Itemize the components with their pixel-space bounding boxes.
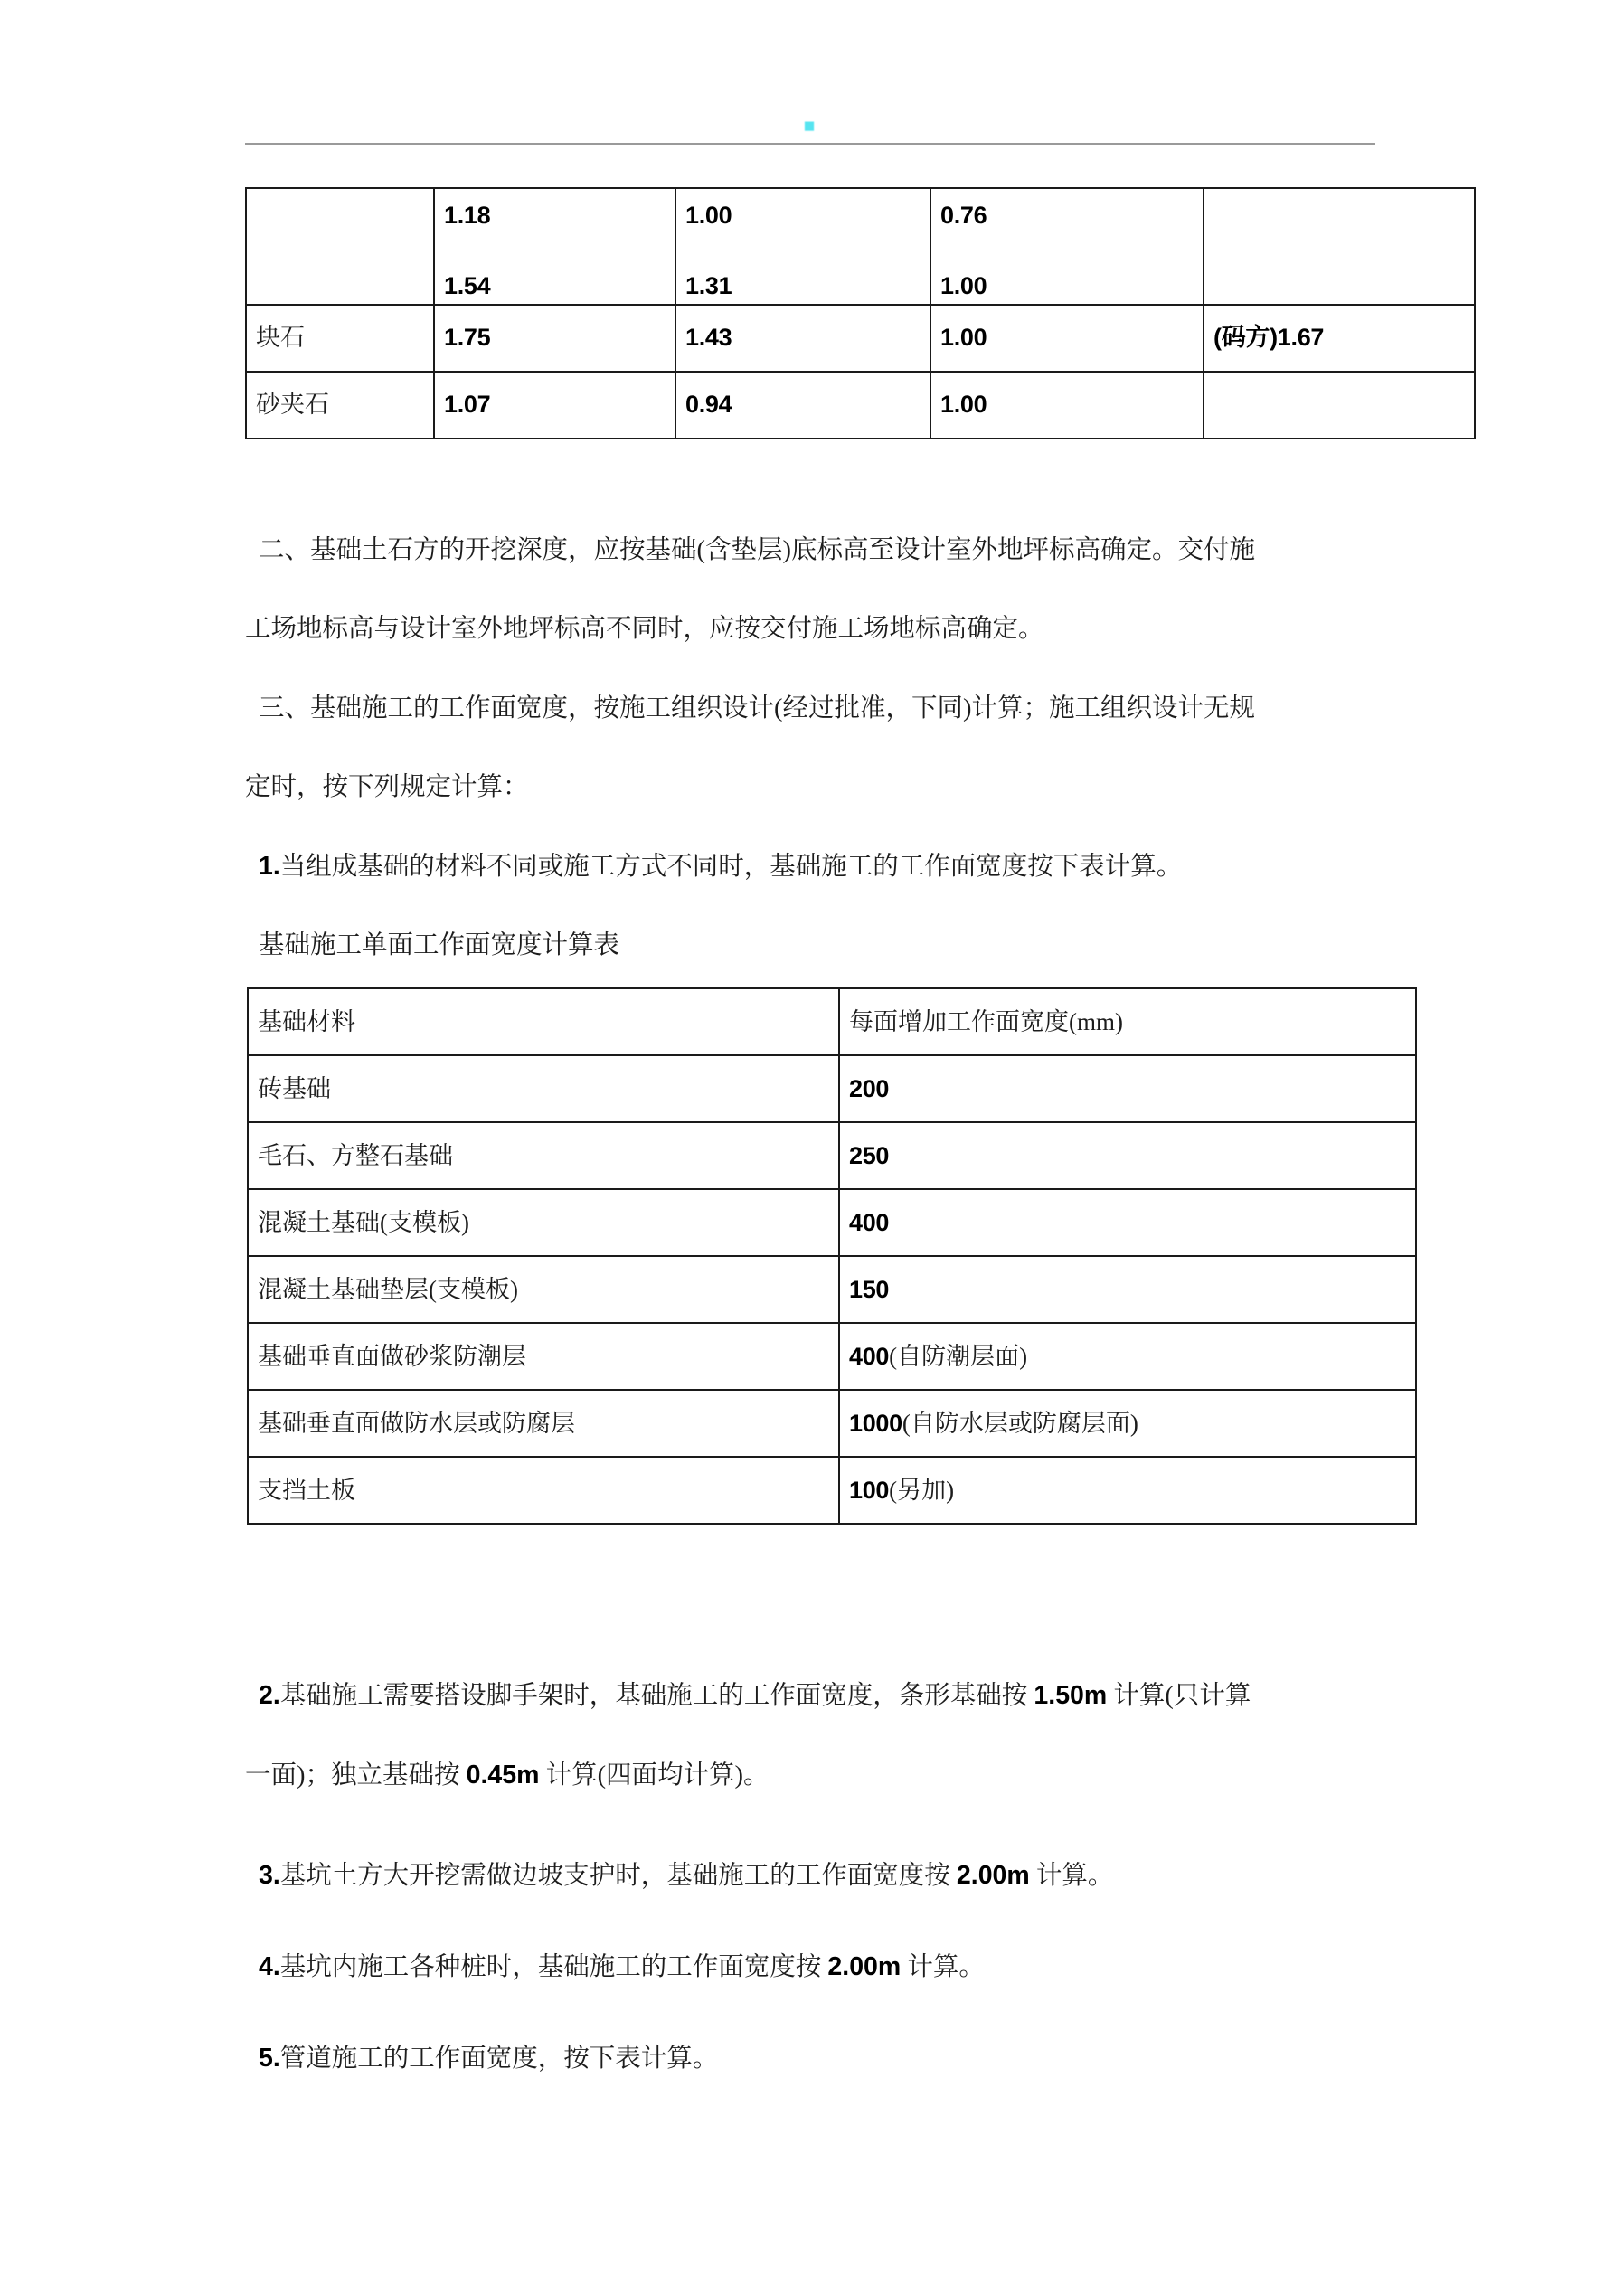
item-4-text-a: 基坑内施工各种桩时，基础施工的工作面宽度按 xyxy=(279,1953,822,1981)
table-row xyxy=(246,372,1475,439)
item-2-line2-text-a: 一面)；独立基础按 xyxy=(245,1761,460,1790)
item-4-value: 2.00m xyxy=(827,1952,902,1981)
cell-col2: 0.94 xyxy=(675,372,930,439)
table-row xyxy=(246,188,1475,305)
cell-material: 砖基础 xyxy=(248,1055,839,1122)
cell-value-number: 400 xyxy=(849,1208,890,1236)
item-3-text-b: 计算。 xyxy=(1035,1862,1114,1890)
table-row xyxy=(248,1457,1416,1524)
table-header-row xyxy=(248,988,1416,1055)
item-4-text-b: 计算。 xyxy=(907,1953,985,1981)
table-row xyxy=(248,1256,1416,1323)
header-cell-width: 每面增加工作面宽度(mm) xyxy=(839,988,1416,1055)
cell-value-note: (自防水层或防腐层面) xyxy=(902,1409,1138,1437)
cell-value xyxy=(839,1457,1416,1524)
cell-col2-line2: 1.31 xyxy=(685,272,732,300)
item-2-value-1: 1.50m xyxy=(1034,1681,1108,1710)
table-row xyxy=(248,1189,1416,1256)
cell-value-note: (自防潮层面) xyxy=(889,1342,1028,1370)
paragraph-item-1 xyxy=(259,848,1182,885)
paragraph-item-4 xyxy=(259,1949,985,1986)
cell-col3-line1: 0.76 xyxy=(940,202,987,229)
cell-col3-line2: 1.00 xyxy=(940,272,987,300)
item-2-value-2: 0.45m xyxy=(466,1761,540,1790)
cell-col1-line2: 1.54 xyxy=(444,272,491,300)
item-2-text-b: 计算(只计算 xyxy=(1113,1682,1251,1710)
cell-material: 块石 xyxy=(246,305,434,372)
paragraph-item-3 xyxy=(259,1857,1113,1894)
item-2-number: 2. xyxy=(259,1681,280,1710)
paragraph-item-2-line-2 xyxy=(245,1757,770,1794)
cell-col1 xyxy=(434,188,675,305)
cell-value-number: 250 xyxy=(849,1141,890,1169)
paragraph-3-line-1: 三、基础施工的工作面宽度，按施工组织设计(经过批准，下同)计算；施工组织设计无规 xyxy=(259,694,1255,722)
cell-value-number: 1000 xyxy=(849,1409,902,1437)
cell-col4 xyxy=(1204,372,1475,439)
cell-value xyxy=(839,1055,1416,1122)
item-2-text-a: 基础施工需要搭设脚手架时，基础施工的工作面宽度，条形基础按 xyxy=(279,1682,1028,1710)
cell-value-number: 100 xyxy=(849,1476,890,1504)
table-two-caption: 基础施工单面工作面宽度计算表 xyxy=(259,931,620,959)
cell-col1-line1: 1.18 xyxy=(444,202,491,229)
cell-col3: 1.00 xyxy=(930,305,1204,372)
table-row xyxy=(246,305,1475,372)
header-divider xyxy=(245,143,1375,145)
cell-value xyxy=(839,1390,1416,1457)
cell-col3 xyxy=(930,188,1204,305)
cell-value-note: (另加) xyxy=(889,1476,955,1504)
cell-material xyxy=(246,188,434,305)
cell-value xyxy=(839,1122,1416,1189)
item-2-line2-text-b: 计算(四面均计算)。 xyxy=(545,1761,770,1790)
cell-col4 xyxy=(1204,305,1475,372)
item-3-number: 3. xyxy=(259,1861,280,1890)
cell-col4-prefix: (码方) xyxy=(1213,324,1278,352)
cell-col4 xyxy=(1204,188,1475,305)
table-row xyxy=(248,1122,1416,1189)
cell-material: 基础垂直面做防水层或防腐层 xyxy=(248,1390,839,1457)
paragraph-item-2-line-1 xyxy=(259,1677,1251,1714)
item-5-text: 管道施工的工作面宽度，按下表计算。 xyxy=(279,2045,719,2073)
header-cell-material: 基础材料 xyxy=(248,988,839,1055)
item-1-text: 当组成基础的材料不同或施工方式不同时，基础施工的工作面宽度按下表计算。 xyxy=(279,853,1183,881)
item-5-number: 5. xyxy=(259,2044,280,2073)
cell-value xyxy=(839,1323,1416,1390)
paragraph-2-line-2: 工场地标高与设计室外地坪标高不同时，应按交付施工场地标高确定。 xyxy=(245,615,1044,643)
item-3-text-a: 基坑土方大开挖需做边坡支护时，基础施工的工作面宽度按 xyxy=(279,1862,950,1890)
paragraph-2-line-1: 二、基础土石方的开挖深度，应按基础(含垫层)底标高至设计室外地坪标高确定。交付施 xyxy=(259,536,1255,564)
cell-value xyxy=(839,1256,1416,1323)
cell-col1: 1.07 xyxy=(434,372,675,439)
cell-material: 支挡土板 xyxy=(248,1457,839,1524)
cell-material: 混凝土基础垫层(支模板) xyxy=(248,1256,839,1323)
volume-conversion-table xyxy=(245,187,1476,439)
paragraph-item-5 xyxy=(259,2040,718,2077)
cell-material: 砂夹石 xyxy=(246,372,434,439)
cell-material: 基础垂直面做砂浆防潮层 xyxy=(248,1323,839,1390)
table-row xyxy=(248,1055,1416,1122)
item-4-number: 4. xyxy=(259,1952,280,1981)
cell-col1: 1.75 xyxy=(434,305,675,372)
cell-col2: 1.43 xyxy=(675,305,930,372)
cell-value-number: 400 xyxy=(849,1342,890,1370)
item-3-value: 2.00m xyxy=(956,1861,1030,1890)
cell-material: 毛石、方整石基础 xyxy=(248,1122,839,1189)
table-row xyxy=(248,1323,1416,1390)
cell-value xyxy=(839,1189,1416,1256)
table-row xyxy=(248,1390,1416,1457)
item-1-number: 1. xyxy=(259,852,280,881)
cell-material: 混凝土基础(支模板) xyxy=(248,1189,839,1256)
cell-col3: 1.00 xyxy=(930,372,1204,439)
cell-value-number: 200 xyxy=(849,1074,890,1102)
working-face-width-table xyxy=(247,987,1417,1525)
cell-col2-line1: 1.00 xyxy=(685,202,732,229)
cell-value-number: 150 xyxy=(849,1275,890,1303)
cell-col4-value: 1.67 xyxy=(1277,324,1325,352)
cell-col2 xyxy=(675,188,930,305)
header-watermark-icon: ■ xyxy=(803,116,816,137)
paragraph-3-line-2: 定时，按下列规定计算： xyxy=(245,773,529,801)
